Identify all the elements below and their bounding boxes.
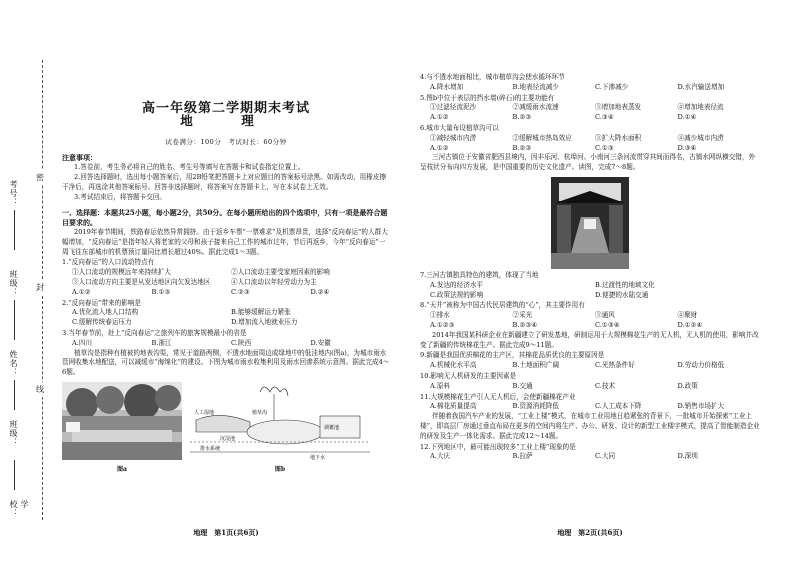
question-1-options — [62, 288, 390, 298]
q4-option: C.下渗减少 — [595, 82, 629, 91]
q1-statement: ②人口流动主要受家庭因素的影响 — [231, 268, 330, 277]
q1-option: A.①② — [72, 287, 91, 296]
q5-option: C.③④ — [595, 113, 614, 122]
question-8-stem: 8.“天井”被称为中国古代民居建筑的“心”，其主要作用有 — [420, 301, 585, 310]
q4-option: B.地表径流减少 — [512, 82, 560, 91]
question-11-options — [420, 402, 760, 412]
class-label-2: 班级： — [9, 420, 18, 447]
subject-title: 地 理 — [180, 112, 272, 128]
q6-option: B.②③ — [512, 143, 532, 152]
label-drainage: 排水系统 — [200, 445, 221, 452]
q1-statement: ①人口流动的规模远年来持续扩大 — [72, 268, 171, 277]
q9-option: C.光热条件好 — [595, 361, 635, 370]
name-label: 姓名： — [9, 350, 18, 377]
q3-option: D.安徽 — [310, 338, 331, 347]
label-settling: 沉淀池 — [220, 435, 236, 442]
q11-option: C.人工成本下降 — [595, 402, 642, 411]
passage-3: 三河古镇位于安徽省肥西县境内，因丰乐河、杭埠河、小南河三条河流贯穿其间而得名，古镇水网纵横交错，外呈枝状分布向四方发展，是中国重要的历史文化遗产。读图，完成7～8题。 — [420, 153, 756, 172]
q1-statement: ③人口流动方向主要是从发达地区向欠发达地区 — [72, 277, 211, 286]
page-footer-2: 地理 第2页(共6页) — [557, 528, 623, 537]
passage-2: 植草沟是指种有植被的地表沟渠，常见于道路两侧，不透水地面周边或绿地中的低洼地内(图a)，为城市雨水管网收集水地配送，可以减缓市“海绵化”的建设。下图为城市雨水收集利用及雨水回渗系统示意图。据此完成4～6题。 — [62, 348, 390, 377]
left-column — [62, 66, 390, 475]
q8-statement: ③通风 — [595, 311, 615, 320]
figure-a-caption: 图a — [117, 465, 127, 473]
figure-a — [62, 382, 182, 475]
school-label: 学校： — [9, 500, 29, 518]
seal-mark-1: 密 — [36, 170, 44, 185]
ancient-town-courtyard-photo — [551, 177, 629, 269]
class-line — [14, 380, 15, 410]
label-swale: 植草沟 — [252, 409, 268, 416]
binding-margin — [0, 60, 60, 520]
right-column — [420, 72, 760, 462]
notice-item-1: 1.答卷前，考生务必将自己的姓名、考生号等填写在答题卡和试卷指定位置上。 — [74, 163, 305, 172]
passage-4: 2014年我国某科研企业在新疆建立了研发基地，研制运用于大规模棉花生产的无人机，无人机的使用，影响并改变了新疆的传统棉花生产。据此完成9～11题。 — [420, 330, 759, 349]
q4-option: D.水汽输送增加 — [677, 82, 725, 91]
question-7-options — [420, 281, 760, 301]
question-9-options — [420, 361, 760, 371]
q6-statement: ④减少城市内涝 — [677, 133, 724, 142]
exam-title: 高一年级第二学期期末考试 — [141, 101, 310, 116]
q12-option: D.深圳 — [677, 452, 698, 461]
q6-option: A.①② — [430, 143, 449, 152]
q10-option: B.交通 — [512, 381, 533, 390]
question-5-statements — [420, 103, 760, 113]
q3-option: C.陕西 — [231, 338, 252, 347]
q7-option: A.发达的经济水平 — [430, 280, 484, 289]
passage-1: 2019年春节期间，铁路春运依然异常拥挤。由于返乡车票“一票难求”及机票昂贵，选择“反向春运”的人群大幅增加，“反向春运”是指年轻人将老家的父母和孩子接来自己工作的城市过年，节后再返乡，今年“反向春运”一周飞往东部城市的机票预订量同比增长超过40%。据此完成1～3题。 — [62, 227, 388, 256]
q10-option: A.原料 — [430, 381, 451, 390]
figures-row — [62, 382, 390, 475]
question-10-options — [420, 382, 760, 392]
class-label: 班级： — [9, 270, 18, 297]
notice-item-3: 3.考试结束后，将答题卡交回。 — [74, 192, 167, 201]
q11-option: A.棉花质量提高 — [430, 402, 477, 411]
q2-option: A.优化流入地人口结构 — [72, 308, 139, 317]
q11-option: D.销售市场扩大 — [677, 402, 725, 411]
question-12-options — [420, 452, 760, 462]
q11-option: B.资源消耗降低 — [512, 402, 560, 411]
name-line — [14, 300, 15, 340]
figure-b — [190, 382, 370, 475]
q4-option: A.降水增加 — [430, 82, 464, 91]
question-8-options — [420, 321, 760, 331]
question-10-stem: 10.影响无人机研发的主要因素是 — [420, 371, 517, 380]
question-1-statements — [62, 268, 390, 288]
question-9-stem: 9.新疆是我国优质棉花的主产区，其棉花品质优良的主要原因是 — [420, 351, 605, 360]
question-2-stem: 2.“反向春运”带来的影响是 — [62, 298, 141, 307]
question-5-stem: 5.图b中位于表层的挡水墙(碎石)的主要功能有 — [420, 93, 555, 102]
q2-option: C.缓解传统春运压力 — [72, 318, 132, 327]
q5-statement: ②减缓雨水流速 — [512, 103, 559, 112]
q8-statement: ①排水 — [430, 311, 450, 320]
figure-b-caption: 图b — [274, 465, 286, 473]
q7-option: C.政策法规的影响 — [430, 290, 484, 299]
q6-statement: ③扩大降水面积 — [595, 133, 642, 142]
q5-option: A.①② — [430, 113, 449, 122]
q7-option: D.便捷的水陆交通 — [595, 290, 649, 299]
q10-option: C.技术 — [595, 381, 616, 390]
seal-mark-3: 线 — [36, 382, 44, 397]
label-groundwater: 地下水 — [310, 454, 326, 460]
notice-heading: 注意事项： — [62, 153, 97, 163]
q8-option: A.①②③ — [430, 320, 455, 329]
school-line — [14, 460, 15, 490]
question-3-stem: 3.当年春节前，赴上“反向春运”之旅列车的旅客规模最小的省是 — [62, 328, 247, 337]
q3-option: B.浙江 — [151, 338, 172, 347]
q5-statement: ①过滤径流泥沙 — [430, 103, 477, 112]
exam-meta: 试卷满分：100分 考试时长：60分钟 — [165, 137, 287, 146]
q6-option: D.③④ — [677, 143, 697, 152]
exam-no-label: 考号： — [9, 180, 18, 207]
q8-statement: ②采光 — [512, 311, 533, 320]
page-footer-1: 地理 第1页(共6页) — [193, 528, 259, 537]
q12-option: A.大庆 — [430, 452, 451, 461]
q6-statement: ①减轻城市内涝 — [430, 133, 477, 142]
q5-option: D.①④ — [677, 113, 697, 122]
label-wetland: 人工湿地 — [194, 409, 215, 416]
q3-option: A.四川 — [72, 338, 93, 347]
question-5-options — [420, 113, 760, 123]
q12-option: B.拉萨 — [512, 452, 533, 461]
question-4-options — [420, 83, 760, 93]
question-12-stem: 12.下列地区中，最可能出现较多“工业上楼”现象的是 — [420, 442, 576, 451]
q5-statement: ④增加地表径流 — [677, 103, 724, 112]
q6-option: C.①③ — [595, 143, 614, 152]
question-2-options — [62, 308, 390, 328]
q9-option: A.机械化水平高 — [430, 361, 477, 370]
notice-item-2: 2.回答选择题时，选出每小题答案后，用2B铅笔把答题卡上对应题目的答案标号涂黑。如需改动，用橡皮擦干净后，再选涂其他答案标号。回答非选择题时，将答案写在答题卡上，写在本试卷上无效。 — [62, 172, 387, 191]
q1-option: C.②③ — [231, 287, 250, 296]
q7-option: B.过渡性的地域文化 — [595, 280, 655, 289]
q6-statement: ②缓解城市热岛效应 — [512, 133, 572, 142]
question-6-statements — [420, 134, 760, 144]
q9-option: B.土地面积广阔 — [512, 361, 560, 370]
q2-option: B.能够缓解运力紧张 — [231, 308, 291, 317]
bioswale-photo — [62, 382, 182, 460]
seal-mark-2: 封 — [36, 280, 44, 295]
q12-option: C.大同 — [595, 452, 616, 461]
q1-option: B.①③ — [151, 287, 171, 296]
question-4-stem: 4.与不透水地面相比，城市植草沟会使水循环环节 — [420, 73, 565, 81]
rainwater-system-diagram — [190, 382, 370, 460]
q5-statement: ③增加地表蒸发 — [595, 103, 642, 112]
question-11-stem: 11.大规模棉花生产引人无人机后，会使新疆棉花产业 — [420, 392, 576, 401]
q2-option: D.增加流入地就业压力 — [231, 318, 298, 327]
question-1-stem: 1.“反向春运”的人口流动特点有 — [62, 258, 155, 267]
question-6-options — [420, 144, 760, 154]
question-6-stem: 6.城市大量布设植草沟可以 — [420, 123, 499, 132]
q10-option: D.政策 — [677, 381, 698, 390]
q8-statement: ④聚财 — [677, 311, 698, 320]
q8-option: B.②③④ — [512, 320, 538, 329]
label-storage: 调蓄池 — [324, 424, 340, 431]
section-1-heading: 一、选择题：本题共25小题，每小题2分，共50分。在每小题所给出的四个选项中，只有一项是最符合题目要求的。 — [62, 208, 388, 228]
q1-option: D.②④ — [310, 287, 330, 296]
q8-option: D.①②④ — [677, 320, 703, 329]
q1-statement: ④人口流动以年轻劳动力为主 — [231, 277, 317, 286]
exam-no-line — [14, 210, 15, 250]
passage-5: 伴随着我国汽车产业的发展，“工业上楼”模式，在城市工业用地日趋紧张的背景下，一批城市开始探索“工业上楼”，即高层厂房通过垂直布局在更多的空间内将生产、办公、研发、设计的新型工业楼宇模式，提高了智能制造企业的研发及生产一体化需求。据此完成12～14题。 — [420, 412, 760, 440]
question-8-statements — [420, 311, 760, 321]
q5-option: B.②③ — [512, 113, 532, 122]
q9-option: D.劳动力价格低 — [677, 361, 725, 370]
q8-option: C.①③④ — [595, 320, 620, 329]
question-3-options — [62, 339, 390, 349]
question-7-stem: 7.三河古镇独具特色的建筑，体现了当地 — [420, 270, 539, 279]
